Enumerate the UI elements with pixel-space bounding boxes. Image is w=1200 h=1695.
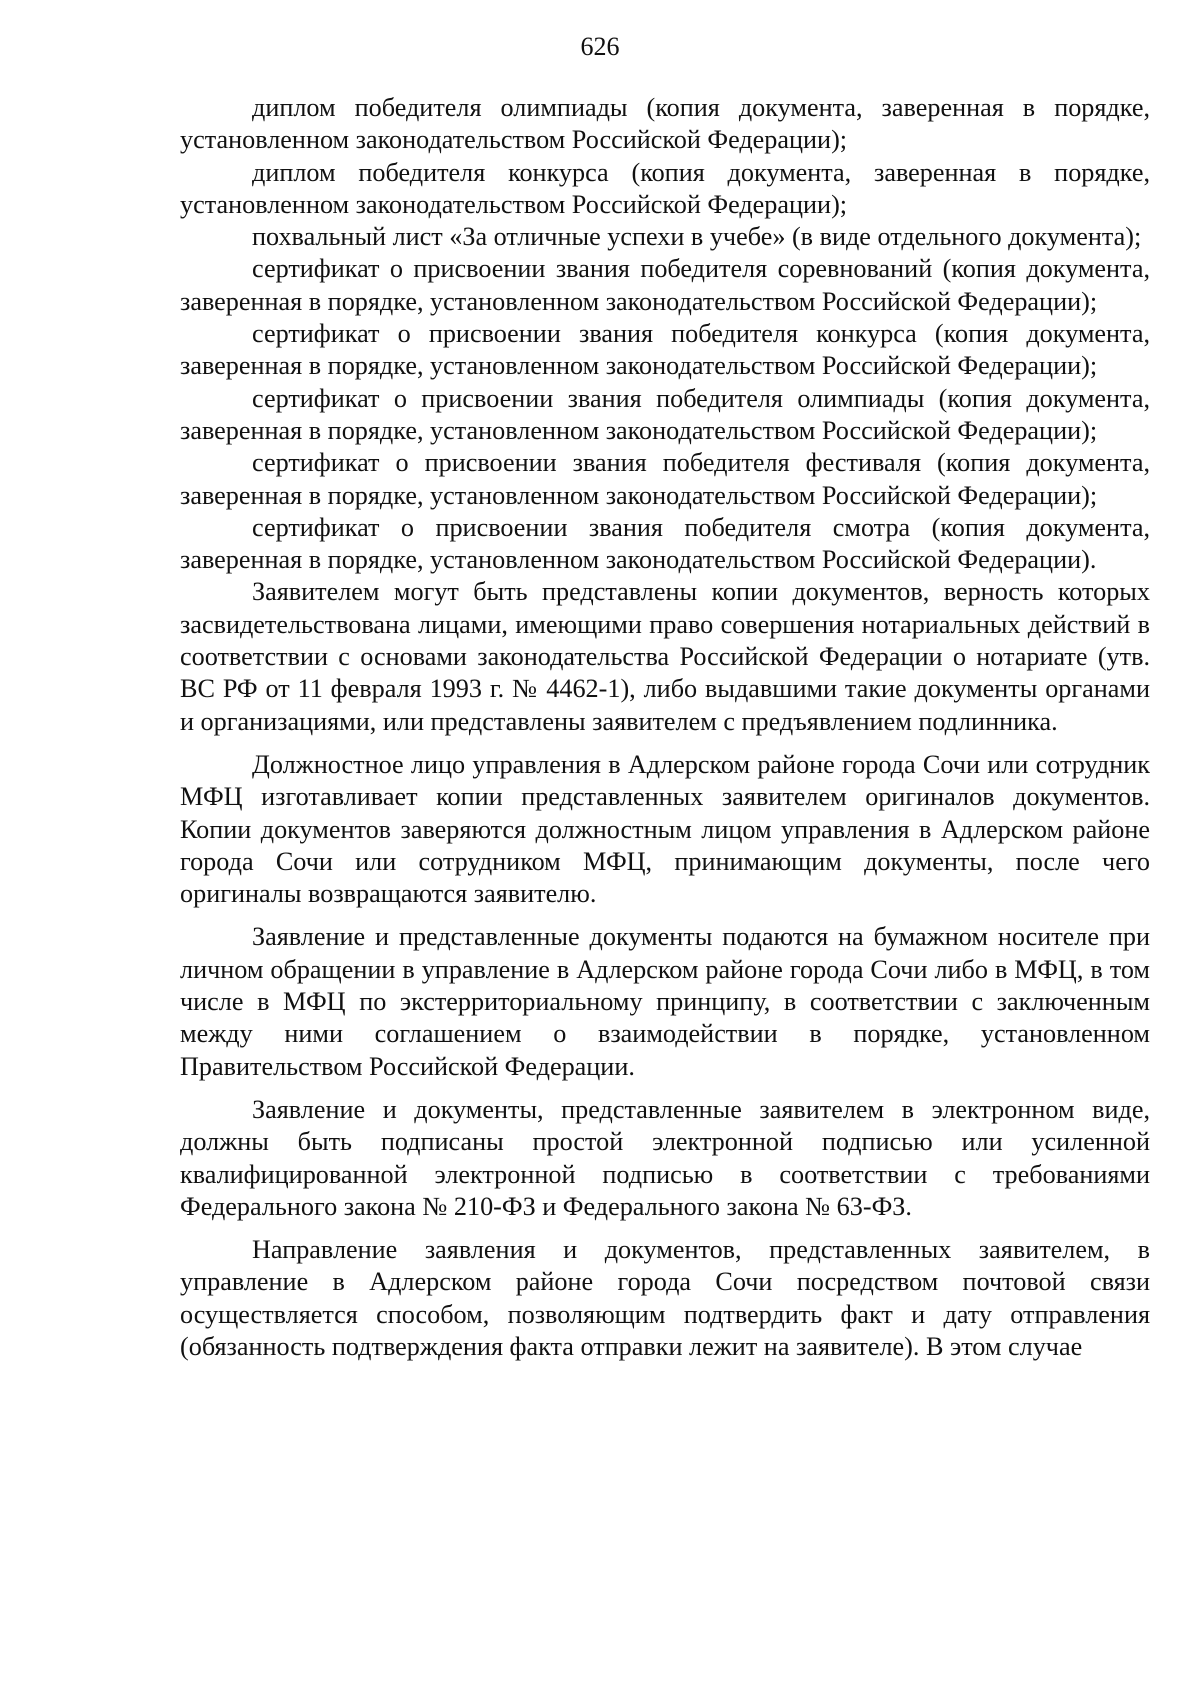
paragraph-competition-certificate: сертификат о присвоении звания победителя соревнований (копия документа, заверенная в порядке, установленном законодательством Российской Федерации); — [180, 254, 1150, 316]
paragraph-olympiad-certificate: сертификат о присвоении звания победителя олимпиады (копия документа, заверенная в порядке, установленном законодательством Российской Федерации); — [180, 383, 1150, 445]
paragraph-contest-diploma: диплом победителя конкурса (копия документа, заверенная в порядке, установленном законодательством Российской Федерации); — [180, 157, 1150, 219]
paragraph-commendation-sheet: похвальный лист «За отличные успехи в учебе» (в виде отдельного документа); — [252, 222, 1142, 252]
paragraph-review-certificate: сертификат о присвоении звания победителя смотра (копия документа, заверенная в порядке, установленном законодательством Российской Федерации). — [180, 512, 1150, 575]
paragraph-contest-certificate: сертификат о присвоении звания победителя конкурса (копия документа, заверенная в порядке, установленном законодательством Российской Федерации); — [180, 319, 1150, 381]
paragraph-olympiad-diploma: диплом победителя олимпиады (копия документа, заверенная в порядке, установленном законодательством Российской Федерации); — [180, 93, 1150, 155]
paragraph-postal-submission: Направление заявления и документов, представленных заявителем, в управление в Адлерском районе города Сочи посредством почтовой связи осуществляется способом, позволяющим подтвердить факт и дату отправления (обязанность подтверждения факта отправки лежит на заявителе). В этом случае — [180, 1235, 1150, 1361]
page-number: 626 — [580, 32, 620, 61]
paragraph-copies-by-official: Должностное лицо управления в Адлерском районе города Сочи или сотрудник МФЦ изготавливает копии представленных заявителем оригиналов документов. Копии документов заверяются должностным лицом управления в Адлерском районе города Сочи или сотрудником МФЦ, принимающим документы, после чего оригиналы возвращаются заявителю. — [180, 749, 1150, 909]
paragraph-paper-submission: Заявление и представленные документы подаются на бумажном носителе при личном обращении в управление в Адлерском районе города Сочи либо в МФЦ, в том числе в МФЦ по экстерриториальному принципу, в соответствии с заключенным между ними соглашением о взаимодействии в порядке, установленном Правительством Российской Федерации. — [180, 922, 1150, 1081]
document-body — [180, 92, 1150, 1363]
paragraph-festival-certificate: сертификат о присвоении звания победителя фестиваля (копия документа, заверенная в порядке, установленном законодательством Российской Федерации); — [180, 448, 1150, 510]
paragraph-notarized-copies: Заявителем могут быть представлены копии документов, верность которых засвидетельствована лицами, имеющими право совершения нотариальных действий в соответствии с основами законодательства Российской Федерации о нотариате (утв. ВС РФ от 11 февраля 1993 г. № 4462-1), либо выдавшими такие документы органами и организациями, или представлены заявителем с предъявлением подлинника. — [180, 577, 1150, 736]
paragraph-electronic-signature: Заявление и документы, представленные заявителем в электронном виде, должны быть подписаны простой электронной подписью или усиленной квалифицированной электронной подписью в соответствии с требованиями Федерального закона № 210-ФЗ и Федерального закона № 63-ФЗ. — [180, 1094, 1150, 1221]
